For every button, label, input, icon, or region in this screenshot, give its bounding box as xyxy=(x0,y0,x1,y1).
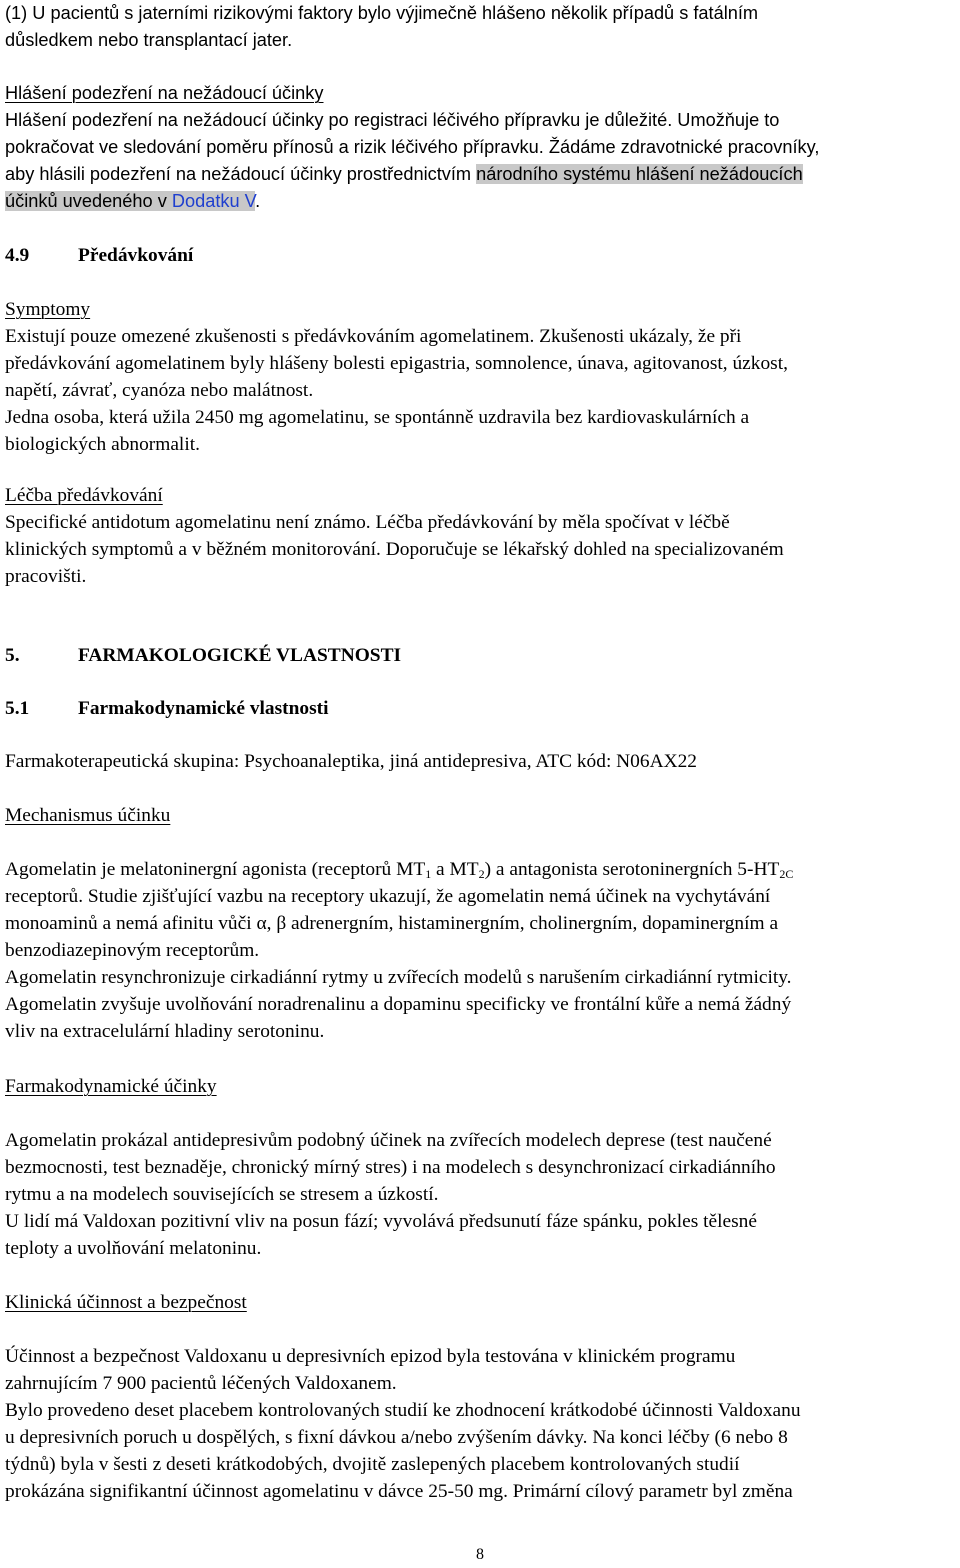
clinical-efficacy-heading: Klinická účinnost a bezpečnost xyxy=(5,1292,247,1313)
paragraph-line: vliv na extracelulární hladiny serotoninu. xyxy=(5,1021,325,1042)
section-title: Farmakodynamické vlastnosti xyxy=(78,698,329,719)
paragraph-line: Agomelatin resynchronizuje cirkadiánní rytmy u zvířecích modelů s narušením cirkadiánní rytmicity. xyxy=(5,967,792,988)
paragraph-line: klinických symptomů a v běžném monitorování. Doporučuje se lékařský dohled na specializovaném xyxy=(5,539,784,560)
paragraph-line: U lidí má Valdoxan pozitivní vliv na posun fází; vyvolává předsunutí fáze spánku, pokles tělesné xyxy=(5,1211,757,1232)
paragraph-line: bezmocnosti, test beznaděje, chronický mírný stres) i na modelech s desynchronizací cirkadiánního xyxy=(5,1157,776,1178)
mechanism-heading: Mechanismus účinku xyxy=(5,805,171,826)
treatment-heading: Léčba předávkování xyxy=(5,485,163,506)
paragraph-line: Účinnost a bezpečnost Valdoxanu u depresivních epizod byla testována v klinickém programu xyxy=(5,1346,736,1367)
section-title: FARMAKOLOGICKÉ VLASTNOSTI xyxy=(78,645,402,666)
paragraph-line: Specifické antidotum agomelatinu není známo. Léčba předávkování by měla spočívat v léčbě xyxy=(5,512,730,533)
text-span: a MT xyxy=(431,859,479,880)
paragraph-line: biologických abnormalit. xyxy=(5,434,200,455)
dodatek-v-link[interactable]: Dodatku V xyxy=(171,191,256,211)
text-span: aby hlásili podezření na nežádoucí účinky prostřednictvím xyxy=(5,164,477,184)
paragraph-line xyxy=(5,188,260,215)
paragraph-line: napětí, závrať, cyanóza nebo malátnost. xyxy=(5,380,314,401)
paragraph-line: Bylo provedeno deset placebem kontrolovaných studií ke zhodnocení krátkodobé účinnosti Valdoxanu xyxy=(5,1400,801,1421)
section-number: 5.1 xyxy=(5,698,30,719)
symptoms-heading: Symptomy xyxy=(5,299,91,320)
highlighted-text: národního systému hlášení nežádoucích xyxy=(476,164,803,184)
paragraph-line: rytmu a na modelech souvisejících se stresem a úzkostí. xyxy=(5,1184,439,1205)
pharmacotherapeutic-group: Farmakoterapeutická skupina: Psychoanaleptika, jiná antidepresiva, ATC kód: N06AX22 xyxy=(5,751,697,772)
paragraph-line: prokázána signifikantní účinnost agomelatinu v dávce 25-50 mg. Primární cílový parametr byl změna xyxy=(5,1481,793,1502)
section-heading-4-9 xyxy=(5,242,193,269)
text-span: . xyxy=(255,191,261,211)
section-title: Předávkování xyxy=(78,245,194,266)
subscript: 2C xyxy=(779,867,794,881)
paragraph-line: pokračovat ve sledování poměru přínosů a rizik léčivého přípravku. Žádáme zdravotnické pracovníky, xyxy=(5,137,820,157)
section-number: 5. xyxy=(5,645,20,666)
text-span: ) a antagonista serotoninergních 5-HT xyxy=(484,859,780,880)
paragraph-line: monoaminů a nemá afinitu vůči α, β adrenergním, histaminergním, cholinergním, dopaminergním a xyxy=(5,913,779,934)
section-heading-5-1 xyxy=(5,695,328,722)
subscript: 2 xyxy=(478,867,485,881)
section-heading-5 xyxy=(5,642,401,669)
section-number: 4.9 xyxy=(5,245,30,266)
paragraph-line: Agomelatin zvyšuje uvolňování noradrenalinu a dopaminu specificky ve frontální kůře a nemá žádný xyxy=(5,994,792,1015)
paragraph-line: předávkování agomelatinem byly hlášeny bolesti epigastria, somnolence, únava, agitovanost, úzkost, xyxy=(5,353,788,374)
text-span: Agomelatin je melatoninergní agonista (receptorů MT xyxy=(5,859,426,880)
reporting-heading: Hlášení podezření na nežádoucí účinky xyxy=(5,83,324,103)
paragraph-line: Jedna osoba, která užila 2450 mg agomelatinu, se spontánně uzdravila bez kardiovaskulárních a xyxy=(5,407,750,428)
paragraph-line: Agomelatin prokázal antidepresivům podobný účinek na zvířecích modelech deprese (test naučené xyxy=(5,1130,772,1151)
paragraph-line xyxy=(5,161,803,188)
paragraph-line: benzodiazepinovým receptorům. xyxy=(5,940,260,961)
paragraph-line: receptorů. Studie zjišťující vazbu na receptory ukazují, že agomelatin nemá účinek na vychytávání xyxy=(5,886,771,907)
highlighted-text: účinků uvedeného v xyxy=(5,191,172,211)
paragraph-line: pracovišti. xyxy=(5,566,87,587)
paragraph-line: zahrnujícím 7 900 pacientů léčených Valdoxanem. xyxy=(5,1373,397,1394)
paragraph-line: týdnů) byla v šesti z deseti krátkodobých, dvojitě zaslepených placebem kontrolovaných studií xyxy=(5,1454,740,1475)
paragraph-line: teploty a uvolňování melatoninu. xyxy=(5,1238,262,1259)
paragraph-line: u depresivních poruch u dospělých, s fixní dávkou a/nebo zvýšením dávky. Na konci léčby (6 nebo 8 xyxy=(5,1427,788,1448)
paragraph-line: Existují pouze omezené zkušenosti s předávkováním agomelatinem. Zkušenosti ukázaly, že při xyxy=(5,326,742,347)
pharmacodynamic-effects-heading: Farmakodynamické účinky xyxy=(5,1076,217,1097)
paragraph-line xyxy=(5,856,793,883)
subscript: 1 xyxy=(425,867,432,881)
paragraph-line: Hlášení podezření na nežádoucí účinky po registraci léčivého přípravku je důležité. Umožňuje to xyxy=(5,110,780,130)
paragraph-line: důsledkem nebo transplantací jater. xyxy=(5,30,293,50)
paragraph-line: (1) U pacientů s jaterními rizikovými faktory bylo výjimečně hlášeno několik případů s fatálním xyxy=(5,3,759,23)
page-number: 8 xyxy=(476,1546,484,1563)
